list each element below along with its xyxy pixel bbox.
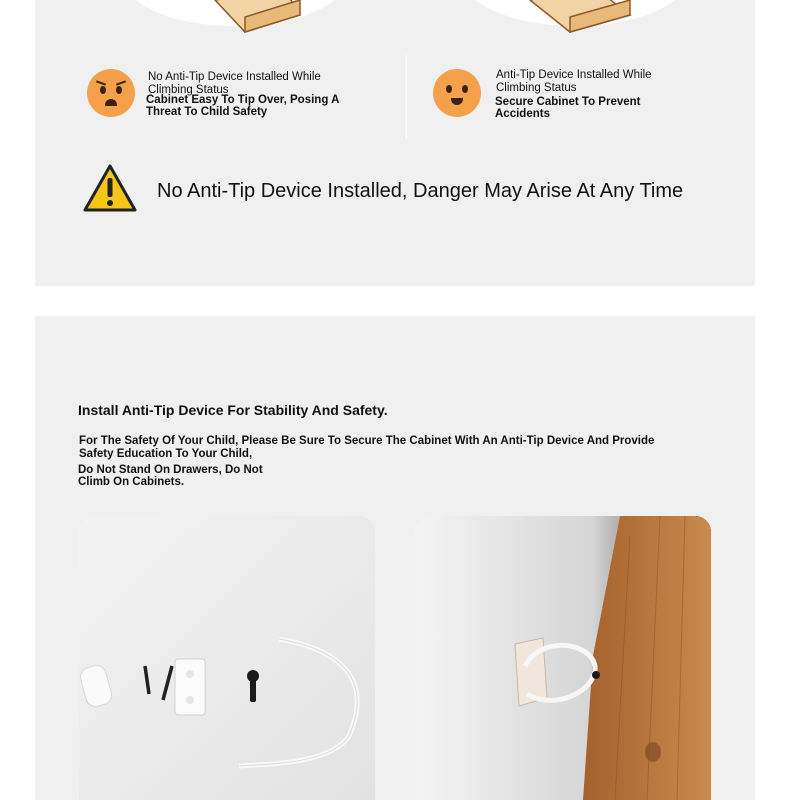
status-description: Cabinet Easy To Tip Over, Posing A Threat To Child Safety (146, 94, 339, 118)
tipping-cabinet-illustration-left (125, 0, 355, 40)
angry-face-icon (87, 69, 135, 117)
comparison-panel (35, 0, 755, 286)
status-title: Anti-Tip Device Installed While Climbing Status (496, 69, 652, 94)
anti-tip-kit-photo (79, 516, 375, 800)
smiling-face-icon (433, 69, 481, 117)
install-panel (35, 316, 755, 800)
install-text-line-2: Safety Education To Your Child, (79, 448, 253, 460)
install-text-line-4: Climb On Cabinets. (78, 476, 185, 488)
secured-cabinet-illustration-right (465, 0, 695, 40)
install-heading: Install Anti-Tip Device For Stability And Safety. (78, 402, 388, 418)
divider (406, 55, 407, 139)
warning-message: No Anti-Tip Device Installed, Danger May Arise At Any Time (157, 180, 684, 202)
status-no-device (75, 55, 375, 145)
install-text-line-3: Do Not Stand On Drawers, Do Not (78, 464, 263, 476)
warning-triangle-icon (83, 164, 137, 212)
installed-device-photo (415, 516, 711, 800)
status-description: Secure Cabinet To Prevent Accidents (495, 96, 641, 120)
status-title: No Anti-Tip Device Installed While Climbing Status (148, 71, 321, 96)
install-text-line-1: For The Safety Of Your Child, Please Be Sure To Secure The Cabinet With An Anti-Tip Device And Provide (79, 435, 655, 447)
status-device-installed (420, 55, 720, 145)
